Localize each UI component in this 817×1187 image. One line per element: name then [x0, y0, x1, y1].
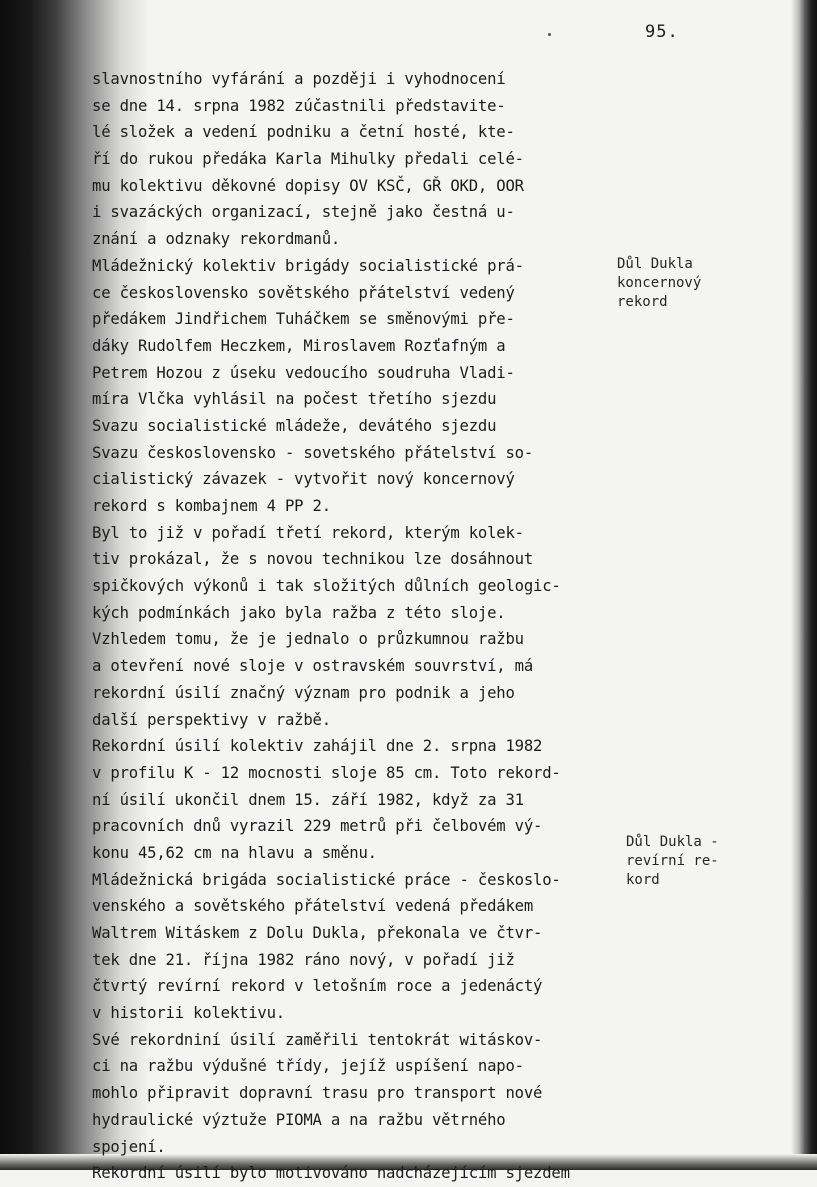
margin-note-koncernovy-rekord — [617, 255, 701, 312]
text-line: Mládežnický kolektiv brigády socialistické prá- — [92, 256, 524, 275]
text-line: Rekordní úsilí kolektiv zahájil dne 2. srpna 1982 — [92, 737, 543, 756]
text-line: ci na ražbu výdušné třídy, jejíž uspíšení napo- — [92, 1057, 524, 1076]
text-line: rekord s kombajnem 4 PP 2. — [92, 497, 331, 515]
text-line: hydraulické výztuže PIOMA a na ražbu větrného — [92, 1110, 506, 1129]
margin-note-line: Důl Dukla - — [626, 834, 719, 850]
text-line: ce československo sovětského přátelství vedený — [92, 283, 515, 302]
text-line: v profilu K - 12 mocnosti sloje 85 cm. Toto rekord- — [92, 763, 561, 782]
text-line: i svazáckých organizací, stejně jako čestná u- — [92, 203, 515, 222]
text-line: Waltrem Witáskem z Dolu Dukla, překonala ve čtvr- — [92, 924, 543, 942]
text-line: v historii kolektivu. — [92, 1004, 285, 1023]
text-line: spičkových výkonů i tak složitých důlních geologic- — [92, 577, 561, 596]
text-line: Petrem Hozou z úseku vedoucího soudruha Vladi- — [92, 363, 515, 382]
text-line: znání a odznaky rekordmanů. — [92, 230, 341, 249]
text-line: lé složek a vedení podniku a četní hosté, kte- — [92, 123, 515, 142]
text-line: Byl to již v pořadí třetí rekord, kterým kolek- — [92, 523, 524, 542]
text-line: předákem Jindřichem Tuháčkem se směnovými pře- — [92, 310, 515, 329]
text-line: čtvrtý revírní rekord v letošním roce a jedenáctý — [92, 977, 543, 996]
margin-note-line: revírní re- — [626, 853, 719, 869]
text-line: ří do rukou předáka Karla Mihulky předali celé- — [92, 150, 524, 169]
text-line: a otevření nové sloje v ostravském souvrství, má — [92, 657, 534, 676]
text-line: tiv prokázal, že s novou technikou lze dosáhnout — [92, 550, 534, 569]
text-line: Mládežnická brigáda socialistické práce - českoslo- — [92, 870, 561, 889]
text-line: tek dne 21. října 1982 ráno nový, v pořadí již — [92, 950, 515, 969]
text-line: mu kolektivu děkovné dopisy OV KSČ, GŘ OKD, OOR — [92, 176, 524, 195]
text-line: Rekordní úsilí bylo motivováno nadcházejícím sjezdem — [92, 1164, 570, 1183]
text-line: konu 45,62 cm na hlavu a směnu. — [92, 843, 377, 862]
text-line: Vzhledem tomu, že je jednalo o průzkumnou ražbu — [92, 630, 524, 649]
margin-note-line: Důl Dukla — [617, 256, 693, 272]
main-text-body — [92, 66, 652, 1187]
scan-right-edge — [791, 0, 817, 1170]
text-line: rekordní úsilí značný význam pro podnik a jeho — [92, 683, 515, 702]
text-line: venského a sovětského přátelství vedená předákem — [92, 897, 534, 916]
text-line: Svazu socialistické mládeže, devátého sjezdu — [92, 416, 497, 435]
text-line: další perspektivy v ražbě. — [92, 710, 331, 729]
text-line: mohlo připravit dopravní trasu pro transport nové — [92, 1084, 543, 1103]
margin-note-revirni-rekord — [626, 833, 719, 890]
text-line: Své rekordniní úsilí zaměřili tentokrát witáskov- — [92, 1030, 543, 1049]
speck-mark — [548, 33, 551, 36]
text-line: ní úsilí ukončil dnem 15. září 1982, když za 31 — [92, 790, 524, 809]
text-line: míra Vlčka vyhlásil na počest třetího sjezdu — [92, 390, 497, 409]
page-number: 95. — [645, 22, 679, 42]
margin-note-line: koncernový — [617, 275, 702, 291]
text-line: se dne 14. srpna 1982 zúčastnili představite- — [92, 96, 506, 115]
text-line: Svazu československo - sovetského přátelství so- — [92, 443, 534, 462]
text-line: pracovních dnů vyrazil 229 metrů při čelbovém vý- — [92, 817, 543, 836]
margin-note-line: rekord — [617, 294, 668, 310]
margin-note-line: kord — [626, 872, 660, 888]
text-line: kých podmínkách jako byla ražba z této sloje. — [92, 603, 506, 622]
text-line: cialistický závazek - vytvořit nový koncernový — [92, 470, 515, 489]
text-line: spojení. — [92, 1137, 166, 1156]
text-line: slavnostního vyfárání a později i vyhodnocení — [92, 70, 506, 88]
text-line: dáky Rudolfem Heczkem, Miroslavem Rozťafným a — [92, 336, 506, 355]
